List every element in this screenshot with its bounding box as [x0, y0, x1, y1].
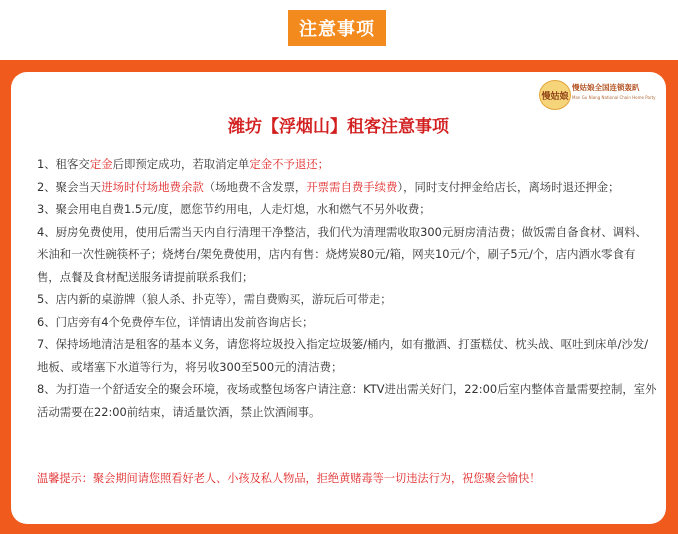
- rule-highlight: 定金: [89, 157, 113, 171]
- rule-text: 后即预定成功，若取消定单: [112, 157, 250, 171]
- rule-text: ），同时支付押金给店长，离场时退还押金；: [397, 179, 620, 194]
- rule-text: 2、聚会当天: [37, 179, 102, 194]
- rule-text: 1、租客交: [37, 157, 90, 171]
- rule-item: [37, 311, 657, 334]
- brand-logo: [539, 80, 659, 110]
- rule-highlight: 开票需自费手续费: [306, 179, 398, 194]
- brand-subtitle: Man Gu Niang National Chain Home Party: [572, 95, 656, 100]
- rule-text: 6、门店旁有4个免费停车位，详情请出发前咨询店长；: [37, 314, 314, 329]
- rule-item: [37, 176, 657, 199]
- notice-title: 潍坊【浮烟山】租客注意事项: [228, 117, 449, 137]
- rule-text: 7、保持场地清洁是租客的基本义务，请您将垃圾投入指定垃圾篓/桶内，如有撒酒、打蛋糕仗、枕头战、呕吐到床单/沙发/地板、或堵塞下水道等行为，将另收300至500元的清洁费；: [37, 337, 649, 374]
- rule-item: [37, 333, 657, 378]
- rule-text: 3、聚会用电自费1.5元/度，愿您节约用电，人走灯熄，水和燃气不另外收费；: [37, 202, 431, 216]
- notice-card: [11, 72, 666, 524]
- rules-list: [37, 153, 657, 423]
- rule-item: [37, 221, 657, 289]
- rule-text: 8、为打造一个舒适安全的聚会环境，夜场或整包场客户请注意：KTV进出需关好门，22:00后室内整体音量需要控制，室外活动需要在22:00前结束，请适量饮酒，禁止饮酒闹事。: [37, 382, 657, 419]
- rule-highlight: 进场时付场地费余款: [101, 179, 204, 194]
- rule-text: 4、厨房免费使用，使用后需当天内自行清理干净整洁，我们代为清理需收取300元厨房清洁费；做饭需自备食材、调料、米油和一次性碗筷杯子；烧烤台/架免费使用，店内有售：烧烤炭80元/箱，网夹10元/个，刷子5元/个，店内酒水零食有售，点餐及食材配送服务请提前联系我们；: [37, 224, 647, 284]
- rule-item: [37, 153, 657, 176]
- rule-item: [37, 288, 657, 311]
- rule-item: [37, 378, 657, 423]
- brand-name: 慢姑娘全国连锁轰趴: [572, 83, 640, 92]
- warm-tip: 温馨提示：聚会期间请您照看好老人、小孩及私人物品，拒绝黄赌毒等一切违法行为，祝您聚会愉快！: [37, 472, 541, 485]
- rule-item: [37, 198, 657, 221]
- rule-text: 5、店内新的桌游牌（狼人杀、扑克等），需自费购买，游玩后可带走；: [37, 292, 392, 306]
- rule-highlight: 定金不予退还；: [249, 157, 330, 171]
- section-title-tab: 注意事项: [288, 10, 386, 46]
- brand-badge-icon: 慢姑娘: [539, 80, 571, 110]
- rule-text: （场地费不含发票，: [203, 179, 307, 194]
